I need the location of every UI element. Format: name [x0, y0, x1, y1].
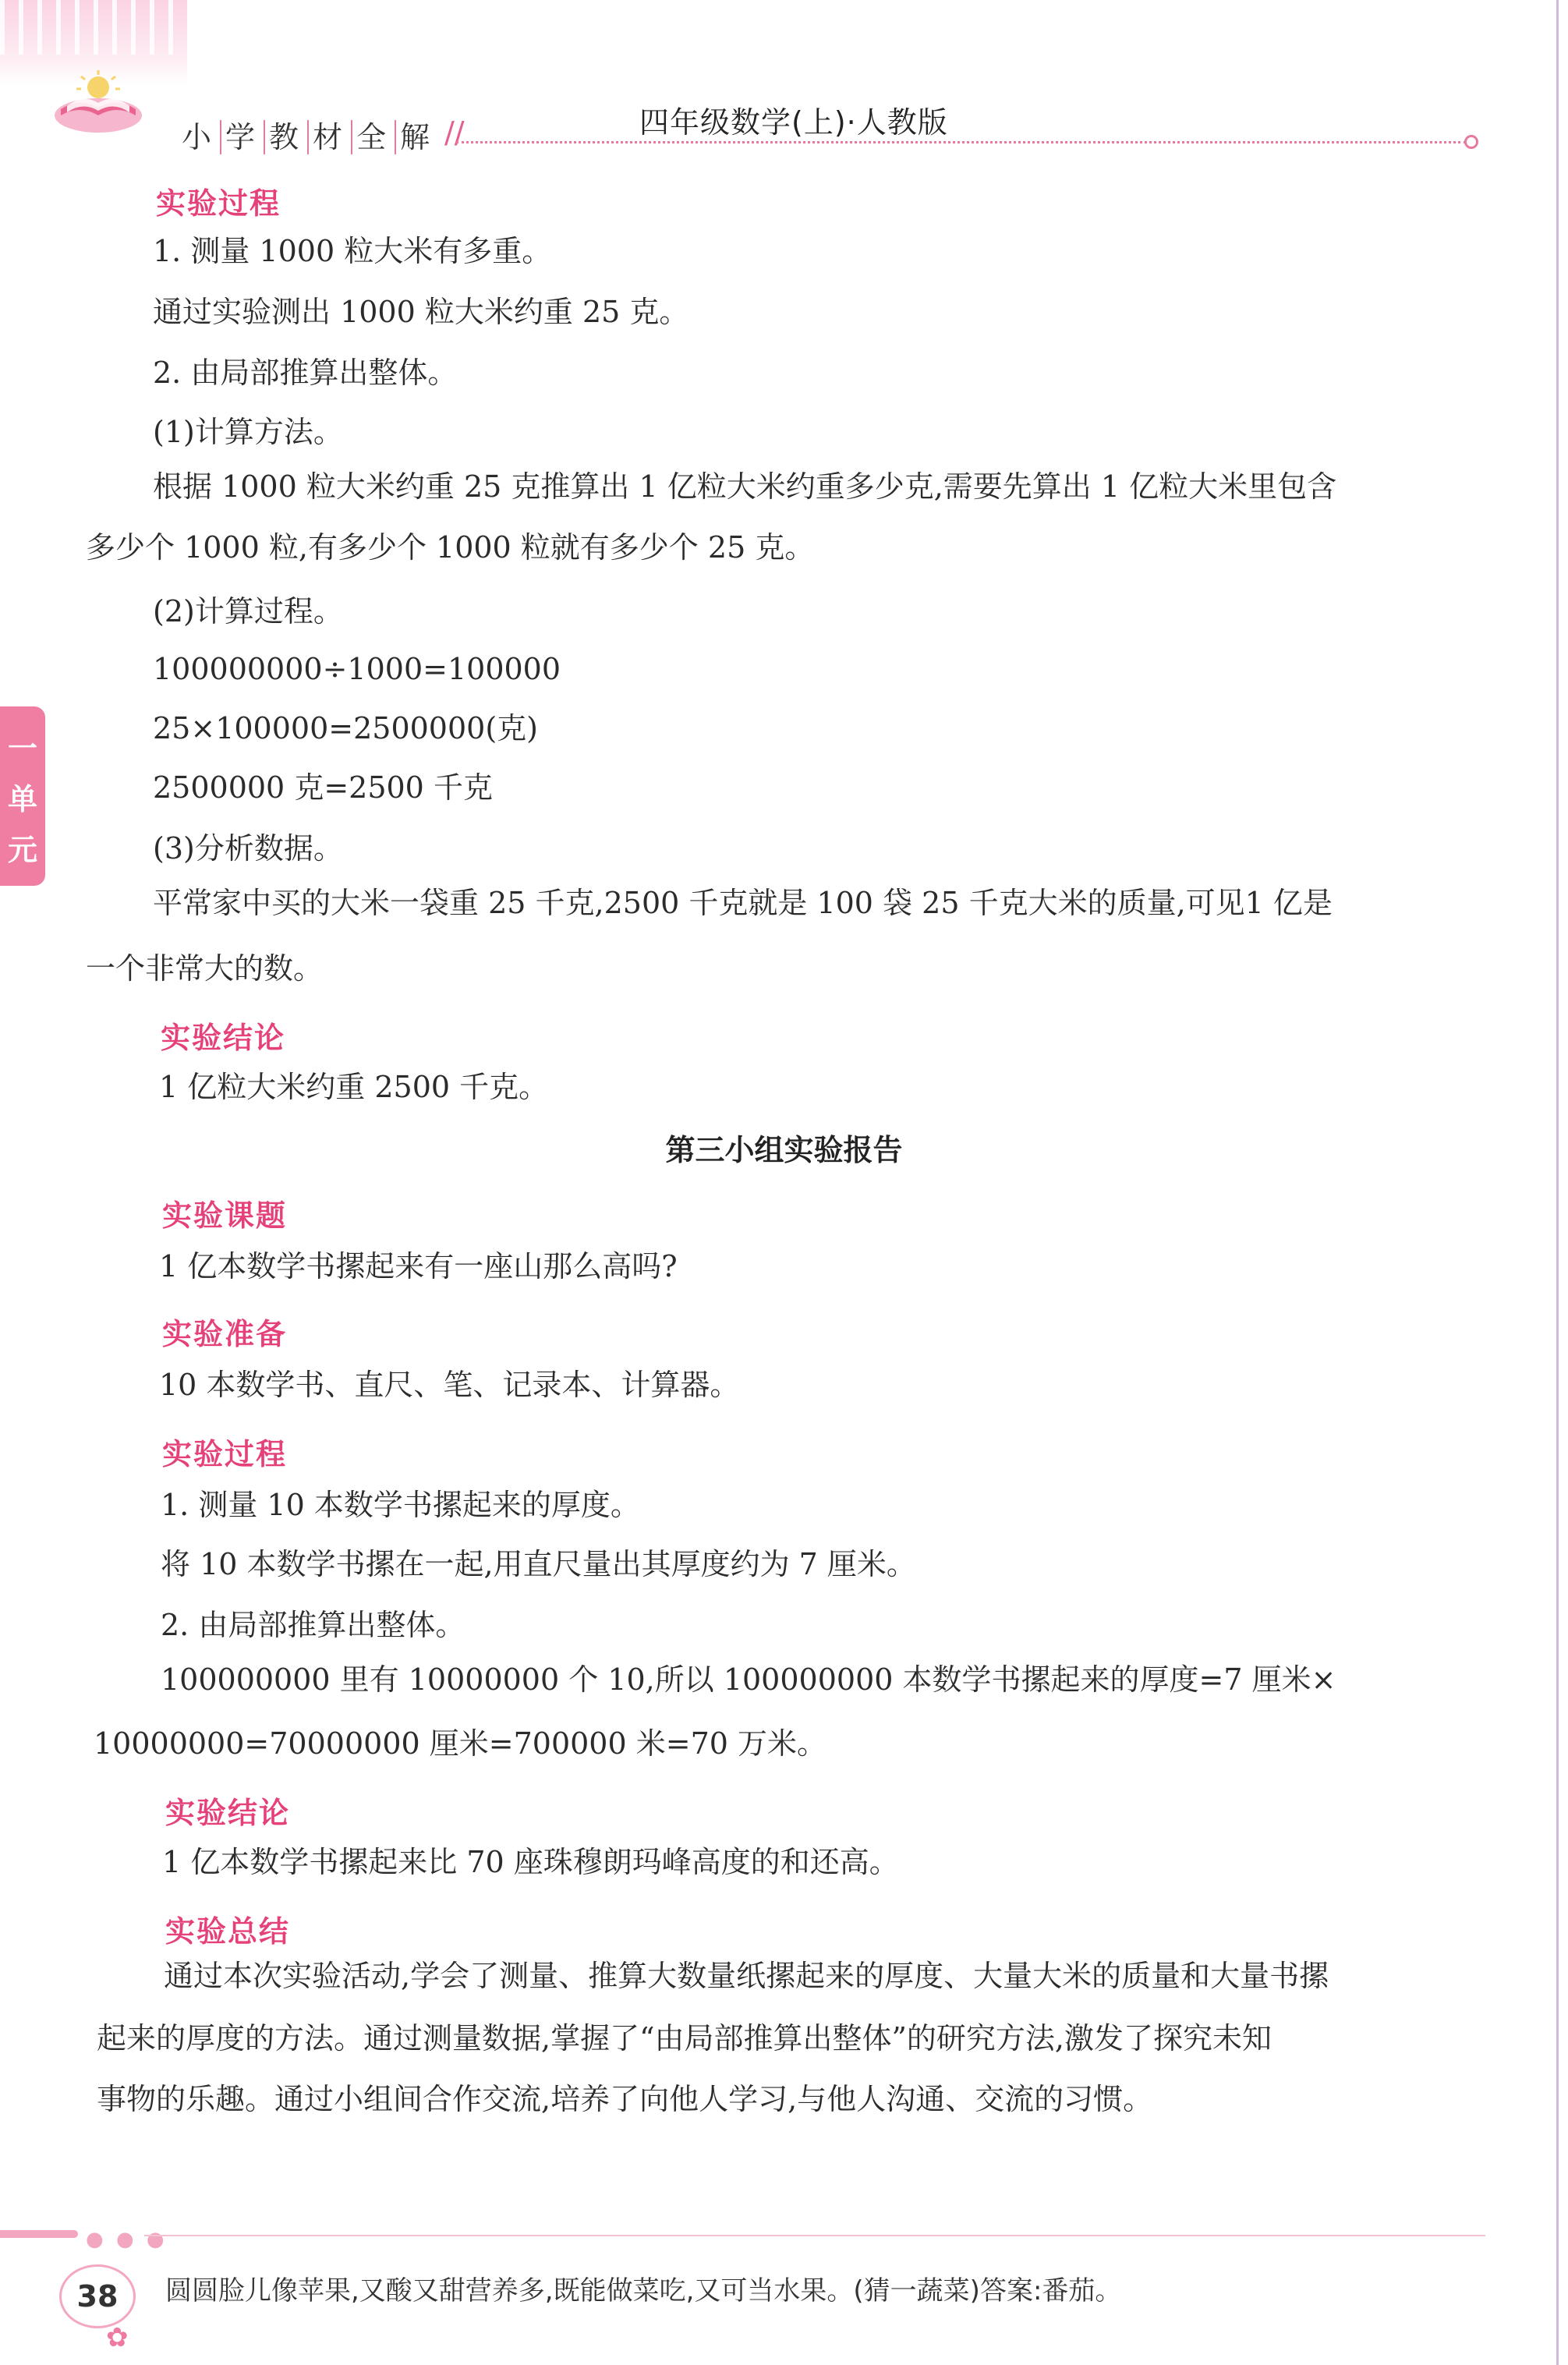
- paragraph: 根据 1000 粒大米约重 25 克推算出 1 亿粒大米约重多少克,需要先算出 1 亿粒大米里包含: [153, 469, 1337, 504]
- footer-dots: ● ● ●: [86, 2228, 168, 2251]
- unit-tab-char: 元: [7, 832, 37, 867]
- paragraph: 通过本次实验活动,学会了测量、推算大数量纸摞起来的厚度、大量大米的质量和大量书摞: [164, 1959, 1329, 1993]
- paragraph: 10 本数学书、直尺、笔、记录本、计算器。: [159, 1368, 740, 1402]
- paragraph: 1 亿本数学书摞起来比 70 座珠穆朗玛峰高度的和还高。: [162, 1845, 899, 1879]
- series-char: 材: [309, 120, 352, 154]
- book-logo-icon: [51, 67, 145, 137]
- unit-tab-char: 一: [7, 731, 37, 766]
- section-heading-topic: 实验课题: [162, 1198, 288, 1233]
- section-heading-process: 实验过程: [162, 1437, 288, 1471]
- series-char: 全: [352, 120, 396, 154]
- section-heading-prep: 实验准备: [162, 1317, 288, 1351]
- book-title: 四年级数学(上)·人教版: [639, 105, 948, 140]
- paragraph: 一个非常大的数。: [86, 951, 324, 986]
- calculation: 100000000÷1000=100000: [153, 652, 561, 686]
- header-stripes: [0, 0, 179, 55]
- paragraph: 起来的厚度的方法。通过测量数据,掌握了“由局部推算出整体”的研究方法,激发了探究未知: [97, 2021, 1272, 2055]
- section-heading-process: 实验过程: [156, 186, 281, 221]
- paragraph: 1 亿本数学书摞起来有一座山那么高吗?: [159, 1249, 678, 1283]
- paragraph: (2)计算过程。: [153, 594, 343, 628]
- unit-tab: [0, 706, 45, 886]
- paragraph: (3)分析数据。: [153, 831, 343, 866]
- footer-riddle: 圆圆脸儿像苹果,又酸又甜营养多,既能做菜吃,又可当水果。(猜一蔬菜)答案:番茄。: [165, 2275, 1122, 2307]
- header-slashes: //: [444, 115, 465, 150]
- paragraph: 2. 由局部推算出整体。: [153, 356, 458, 390]
- header-divider-end: [1464, 135, 1478, 149]
- footer-decoration: [0, 2230, 78, 2238]
- paragraph: 1. 测量 1000 粒大米有多重。: [153, 234, 552, 268]
- paragraph: 将 10 本数学书摞在一起,用直尺量出其厚度约为 7 厘米。: [161, 1547, 916, 1581]
- calculation: 100000000 里有 10000000 个 10,所以 100000000 本数学书摞起来的厚度=7 厘米×: [161, 1662, 1336, 1697]
- paragraph: 通过实验测出 1000 粒大米约重 25 克。: [153, 295, 689, 329]
- series-char: 解: [400, 120, 432, 154]
- report-title: 第三小组实验报告: [665, 1133, 903, 1167]
- unit-tab-char: 单: [7, 781, 37, 816]
- series-title: [178, 113, 438, 156]
- header-divider: [456, 141, 1466, 143]
- flower-icon: ✿: [106, 2322, 129, 2353]
- paragraph: 事物的乐趣。通过小组间合作交流,培养了向他人学习,与他人沟通、交流的习惯。: [97, 2082, 1153, 2116]
- paragraph: 1. 测量 10 本数学书摞起来的厚度。: [161, 1488, 640, 1522]
- series-char: 学: [221, 120, 265, 154]
- footer-divider: [144, 2235, 1485, 2236]
- section-heading-conclusion: 实验结论: [165, 1796, 291, 1830]
- paragraph: 平常家中买的大米一袋重 25 千克,2500 千克就是 100 袋 25 千克大米的质量,可见1 亿是: [153, 886, 1333, 920]
- paragraph: 1 亿粒大米约重 2500 千克。: [159, 1070, 549, 1104]
- series-char: 教: [265, 120, 309, 154]
- calculation: 25×100000=2500000(克): [153, 711, 538, 745]
- paragraph: 2. 由局部推算出整体。: [161, 1608, 465, 1642]
- section-heading-conclusion: 实验结论: [161, 1021, 286, 1055]
- paragraph: 多少个 1000 粒,有多少个 1000 粒就有多少个 25 克。: [86, 530, 815, 565]
- calculation: 2500000 克=2500 千克: [153, 770, 493, 805]
- section-heading-summary: 实验总结: [165, 1914, 291, 1949]
- page-number: 38: [59, 2264, 136, 2328]
- series-char: 小: [178, 120, 221, 154]
- calculation: 10000000=70000000 厘米=700000 米=70 万米。: [94, 1726, 826, 1761]
- paragraph: (1)计算方法。: [153, 415, 343, 449]
- page-edge: [1556, 0, 1559, 2365]
